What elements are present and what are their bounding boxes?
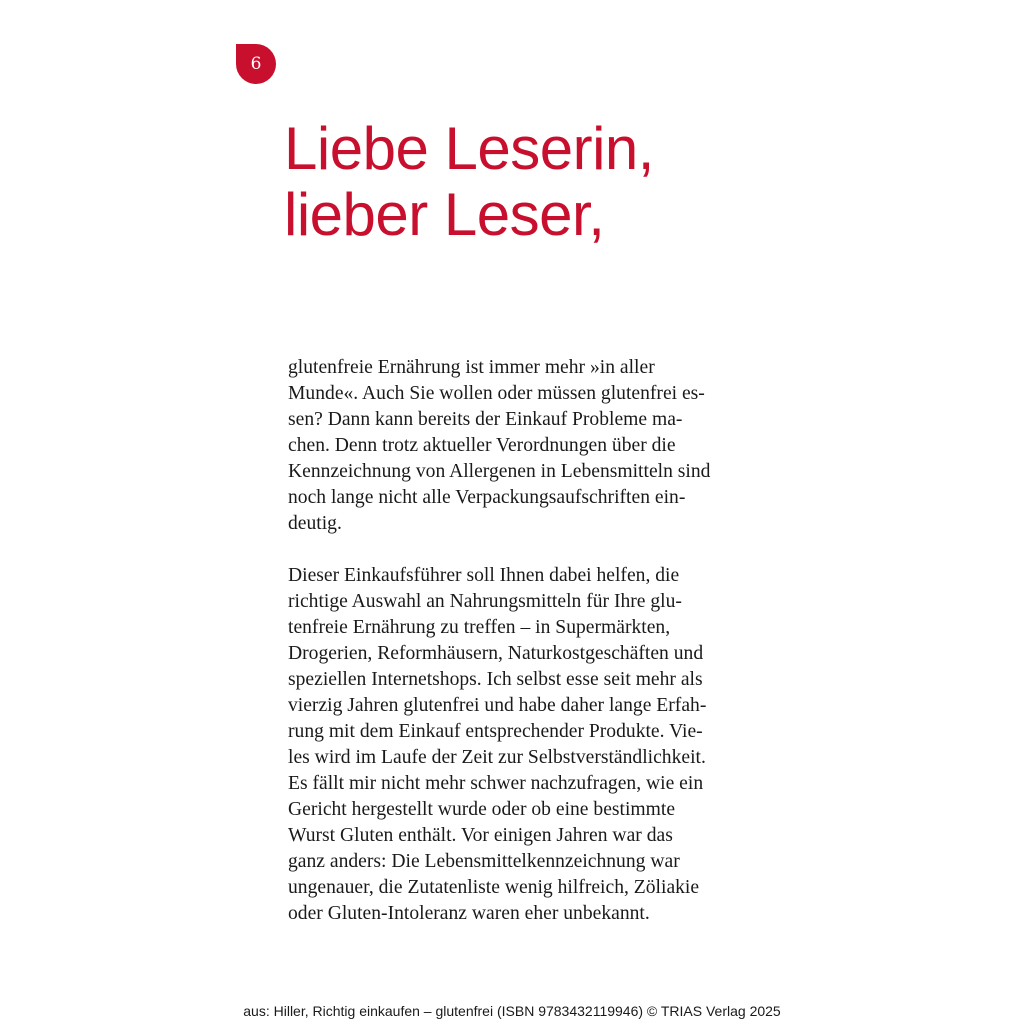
text-line: richtige Auswahl an Nahrungsmitteln für Ihre glu- bbox=[288, 591, 682, 612]
text-line: Dieser Einkaufsführer soll Ihnen dabei helfen, die bbox=[288, 565, 680, 586]
text-line: Es fällt mir nicht mehr schwer nachzufragen, wie ein bbox=[288, 773, 704, 794]
heading-line: lieber Leser, bbox=[284, 181, 605, 248]
page-number: 6 bbox=[250, 53, 262, 74]
page-number-badge bbox=[236, 44, 276, 84]
text-line: Wurst Gluten enthält. Vor einigen Jahren war das bbox=[288, 825, 673, 846]
text-line: ungenauer, die Zutatenliste wenig hilfreich, Zöliakie bbox=[288, 877, 700, 898]
text-line: les wird im Laufe der Zeit zur Selbstverständlichkeit. bbox=[288, 747, 706, 768]
text-line: Drogerien, Reformhäusern, Naturkostgeschäften und bbox=[288, 643, 704, 664]
text-line: glutenfreie Ernährung ist immer mehr »in aller bbox=[288, 357, 655, 378]
source-footer: aus: Hiller, Richtig einkaufen – glutenfrei (ISBN 9783432119946) © TRIAS Verlag 2025 bbox=[243, 1003, 781, 1019]
page-heading bbox=[284, 116, 654, 248]
text-line: Munde«. Auch Sie wollen oder müssen glutenfrei es- bbox=[288, 383, 705, 404]
heading-line: Liebe Leserin, bbox=[284, 115, 654, 182]
text-line: speziellen Internetshops. Ich selbst esse seit mehr als bbox=[288, 669, 703, 690]
text-line: chen. Denn trotz aktueller Verordnungen über die bbox=[288, 435, 676, 456]
text-line: tenfreie Ernährung zu treffen – in Supermärkten, bbox=[288, 617, 671, 638]
text-line: noch lange nicht alle Verpackungsaufschriften ein- bbox=[288, 487, 686, 508]
body-text bbox=[288, 355, 788, 927]
paragraph-intro bbox=[288, 355, 788, 537]
text-line: ganz anders: Die Lebensmittelkennzeichnung war bbox=[288, 851, 680, 872]
text-line: Kennzeichnung von Allergenen in Lebensmitteln sind bbox=[288, 461, 711, 482]
text-line: rung mit dem Einkauf entsprechender Produkte. Vie- bbox=[288, 721, 703, 742]
text-line: deutig. bbox=[288, 513, 342, 534]
text-line: sen? Dann kann bereits der Einkauf Probleme ma- bbox=[288, 409, 683, 430]
text-line: oder Gluten-Intoleranz waren eher unbekannt. bbox=[288, 903, 650, 924]
paragraph-guide bbox=[288, 563, 788, 927]
text-line: vierzig Jahren glutenfrei und habe daher lange Erfah- bbox=[288, 695, 707, 716]
text-line: Gericht hergestellt wurde oder ob eine bestimmte bbox=[288, 799, 676, 820]
